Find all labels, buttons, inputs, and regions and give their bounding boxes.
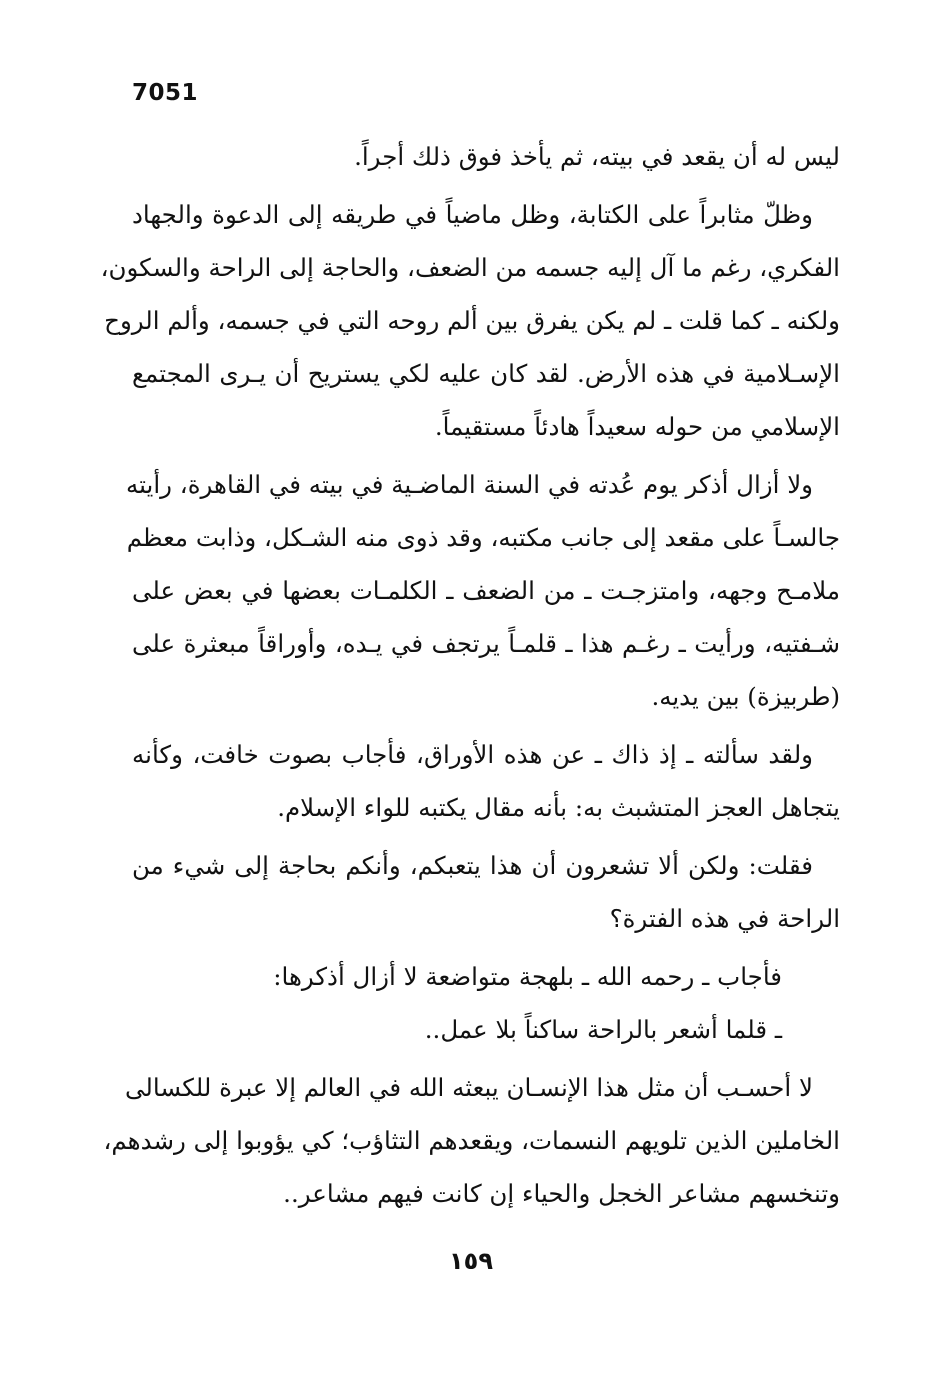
text-line: الفكري، رغم ما آل إليه جسمه من الضعف، والحاجة إلى الراحة والسكون، bbox=[100, 253, 840, 282]
text-line: الراحة في هذه الفترة؟ bbox=[609, 904, 840, 933]
text-line: شـفتيه، ورأيت ـ رغـم هذا ـ قلمـاً يرتجف في يـده، وأوراقاً مبعثرة على bbox=[132, 629, 840, 658]
text-line: (طربيزة) بين يديه. bbox=[651, 682, 840, 711]
text-line: ولا أزال أذكر يوم عُدته في السنة الماضـية في بيته في القاهرة، رأيته bbox=[126, 470, 813, 499]
text-line: ـ قلما أشعر بالراحة ساكناً بلا عمل.. bbox=[424, 1015, 782, 1044]
body-text bbox=[100, 130, 840, 1220]
page-id-number: 7051 bbox=[132, 80, 199, 106]
text-line: ليس له أن يقعد في بيته، ثم يأخذ فوق ذلك أجراً. bbox=[354, 142, 840, 171]
text-line: فقلت: ولكن ألا تشعرون أن هذا يتعبكم، وأنكم بحاجة إلى شيء من bbox=[132, 851, 813, 880]
text-line: الإسـلامية في هذه الأرض. لقد كان عليه لكي يستريح أن يـرى المجتمع bbox=[132, 359, 840, 388]
text-line: فأجاب ـ رحمه الله ـ بلهجة متواضعة لا أزال أذكرها: bbox=[273, 962, 782, 991]
text-line: ولقد سألته ـ إذ ذاك ـ عن هذه الأوراق، فأجاب بصوت خافت، وكأنه bbox=[132, 740, 813, 769]
text-line: ملامـح وجهه، وامتزجـت ـ من الضعف ـ الكلمـات بعضها في بعض على bbox=[132, 576, 840, 605]
text-line: يتجاهل العجز المتشبث به: بأنه مقال يكتبه للواء الإسلام. bbox=[277, 793, 840, 822]
text-line: الإسلامي من حوله سعيداً هادئاً مستقيماً. bbox=[434, 412, 840, 441]
text-line: جالسـاً على مقعد إلى جانب مكتبه، وقد ذوى منه الشـكل، وذابت معظم bbox=[126, 523, 840, 552]
text-line: لا أحسـب أن مثل هذا الإنسـان يبعثه الله في العالم إلا عبرة للكسالى bbox=[124, 1073, 813, 1102]
text-line: الخاملين الذين تلويهم النسمات، ويقعدهم التثاؤب؛ كي يؤوبوا إلى رشدهم، bbox=[103, 1126, 840, 1155]
text-line: وظلّ مثابراً على الكتابة، وظل ماضياً في طريقه إلى الدعوة والجهاد bbox=[132, 200, 813, 229]
text-line: ولكنه ـ كما قلت ـ لم يكن يفرق بين ألم روحه التي في جسمه، وألم الروح bbox=[104, 306, 840, 335]
page-number: ١٥٩ bbox=[449, 1247, 493, 1275]
text-line: وتنخسهم مشاعر الخجل والحياء إن كانت فيهم مشاعر.. bbox=[283, 1179, 840, 1208]
